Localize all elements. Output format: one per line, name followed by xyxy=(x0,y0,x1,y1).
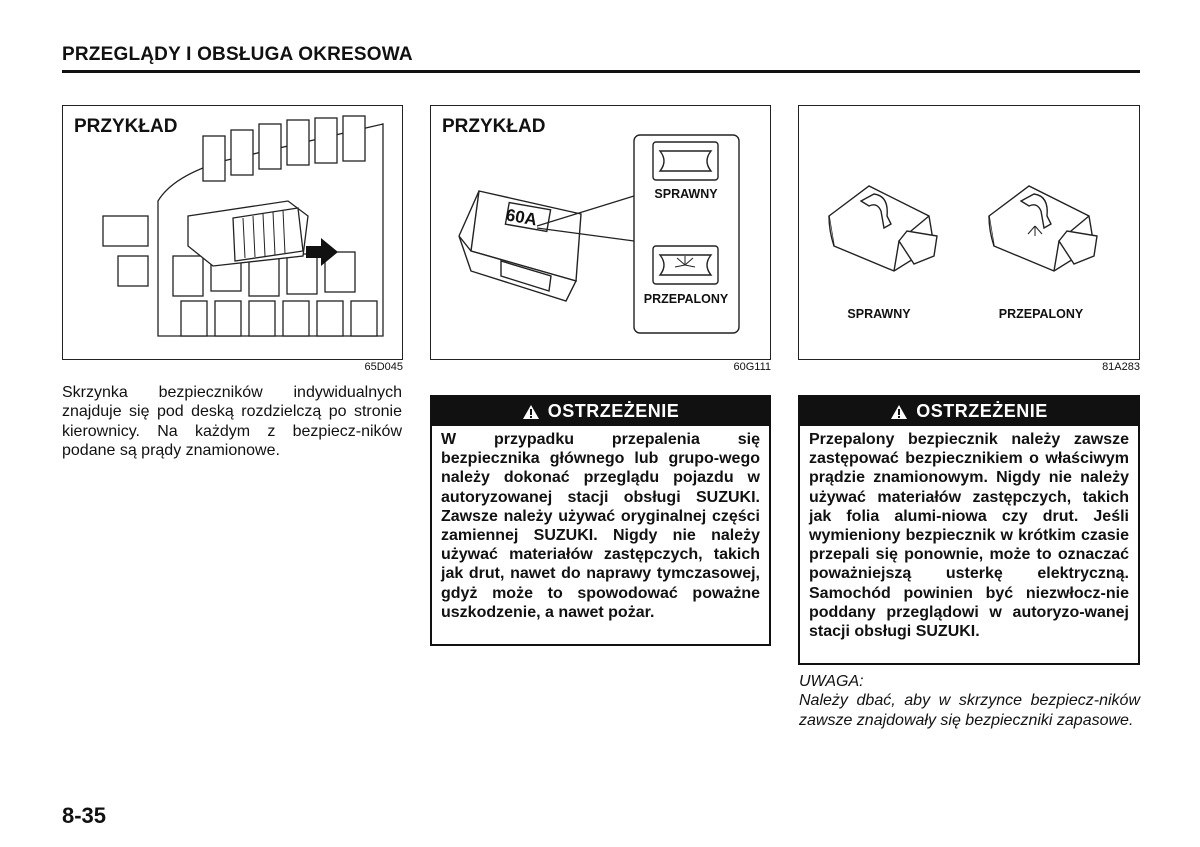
figure-code: 65D045 xyxy=(364,361,403,373)
figure-fuse-box xyxy=(62,105,403,360)
warning-box xyxy=(798,395,1140,665)
warning-header xyxy=(432,397,769,426)
warning-title: OSTRZEŻENIE xyxy=(916,401,1048,421)
figure-label: PRZYKŁAD xyxy=(74,116,178,137)
fuse-state-blown-label: PRZEPALONY xyxy=(643,292,729,306)
figure-main-fuse xyxy=(430,105,771,360)
fuse-state-blown-label: PRZEPALONY xyxy=(998,307,1084,321)
note xyxy=(799,672,1140,730)
fuse-state-ok-label: SPRAWNY xyxy=(654,187,718,201)
warning-header xyxy=(800,397,1138,426)
warning-title: OSTRZEŻENIE xyxy=(547,401,680,421)
figure-blade-fuses xyxy=(798,105,1140,360)
blade-fuses-illustration xyxy=(799,106,1139,359)
fuse-state-ok-label: SPRAWNY xyxy=(847,307,911,321)
main-fuse-illustration xyxy=(431,106,770,359)
page-number: 8-35 xyxy=(62,803,107,828)
header-rule xyxy=(62,70,1140,73)
body-paragraph: Skrzynka bezpieczników indywidualnych znajduje się pod deską rozdzielczą po stronie kierownicy. Na każdym z bezpiecz-ników podane są prądy znamionowe. xyxy=(62,384,402,460)
fuse-box-illustration xyxy=(63,106,402,359)
fuse-rating-label: 60A xyxy=(504,205,539,230)
page-header-title: PRZEGLĄDY I OBSŁUGA OKRESOWA xyxy=(62,44,413,65)
note-text: Należy dbać, aby w skrzynce bezpiecz-ników zawsze znajdowały się bezpieczniki zapasowe. xyxy=(799,692,1140,729)
warning-triangle-icon xyxy=(890,404,908,420)
warning-box xyxy=(430,395,771,646)
figure-code: 60G111 xyxy=(733,361,771,373)
warning-text: W przypadku przepalenia się bezpiecznika głównego lub grupo-wego należy dokonać przeglądu pojazdu w autoryzowanej stacji obsługi SUZUKI. Zawsze należy używać oryginalnej części zamiennej SUZUKI. Nigdy nie należy używać materiałów zastępczych, takich jak drut, nawet do naprawy tymczasowej, gdyż może to spowodować poważne uszkodzenie, a nawet pożar. xyxy=(441,431,760,621)
figure-label: PRZYKŁAD xyxy=(442,116,546,137)
note-title: UWAGA: xyxy=(799,673,864,690)
warning-text: Przepalony bezpiecznik należy zawsze zastępować bezpiecznikiem o właściwym prądzie znamionowym. Nigdy nie należy używać materiałów zastępczych, takich jak folia alumi-niowa czy drut. Jeśli wymieniony bezpiecznik w krótkim czasie przepali się ponownie, może to oznaczać poważniejszą usterkę elektryczną. Samochód powinien być niezwłocz-nie poddany przeglądowi w autoryzo-wanej stacji obsługi SUZUKI. xyxy=(809,431,1129,641)
figure-code: 81A283 xyxy=(1102,361,1140,373)
warning-triangle-icon xyxy=(522,404,540,420)
